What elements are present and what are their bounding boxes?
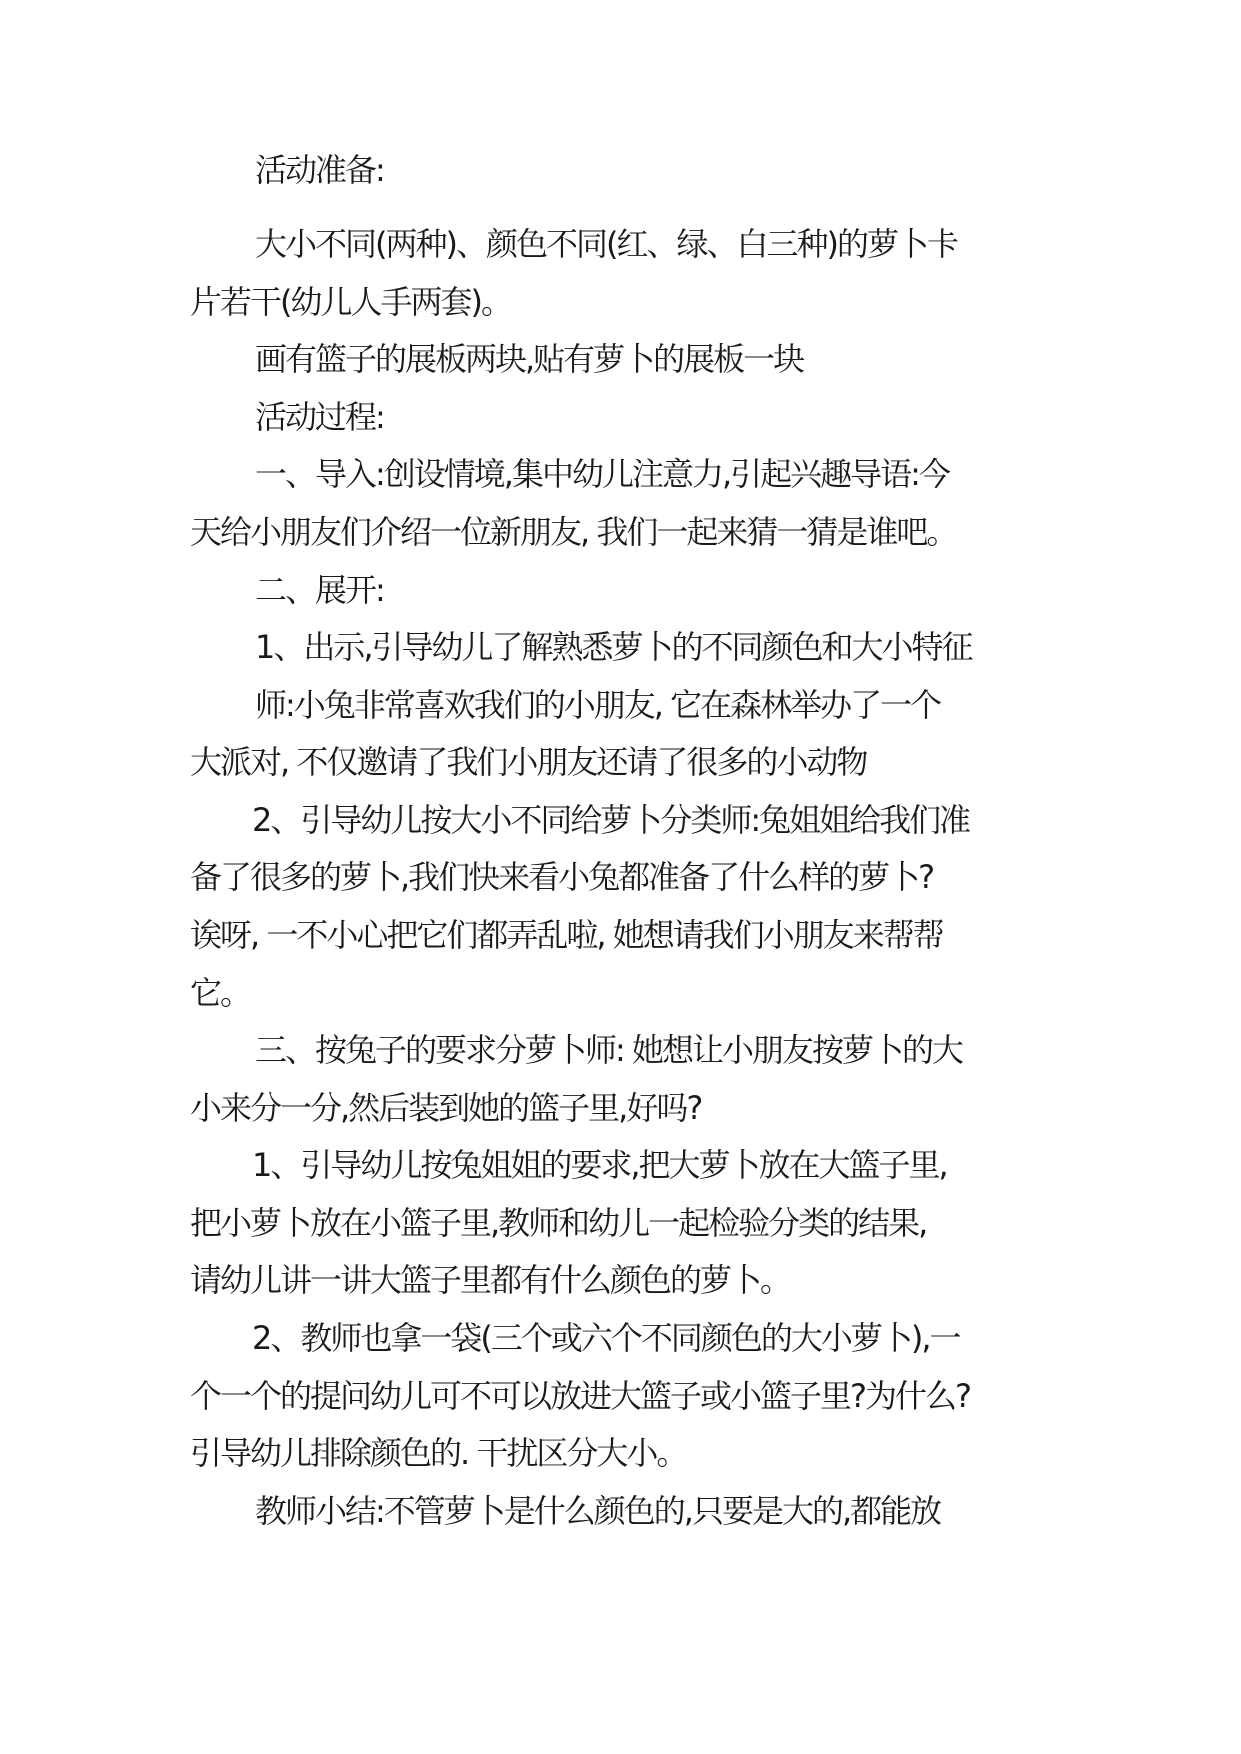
paragraph-line: 引导幼儿排除颜色的. 干扰区分大小。	[190, 1434, 687, 1472]
paragraph-line: 1、引导幼儿按兔姐姐的要求,把大萝卜放在大篮子里,	[252, 1146, 947, 1184]
paragraph-line: 活动过程:	[255, 398, 384, 436]
paragraph-line: 它。	[190, 974, 251, 1012]
paragraph-line: 教师小结:不管萝卜是什么颜色的,只要是大的,都能放	[255, 1492, 941, 1530]
paragraph-line: 1、出示,引导幼儿了解熟悉萝卜的不同颜色和大小特征	[255, 628, 972, 666]
paragraph-line: 诶呀, 一不小心把它们都弄乱啦, 她想请我们小朋友来帮帮	[190, 916, 943, 954]
paragraph-line: 二、展开:	[255, 571, 384, 609]
paragraph-line: 大小不同(两种)、颜色不同(红、绿、白三种)的萝卜卡	[255, 225, 957, 263]
paragraph-line: 师:小兔非常喜欢我们的小朋友, 它在森林举办了一个	[255, 686, 941, 724]
paragraph-line: 2、教师也拿一袋(三个或六个不同颜色的大小萝卜),一	[252, 1319, 960, 1357]
paragraph-line: 画有篮子的展板两块,贴有萝卜的展板一块	[255, 340, 804, 378]
paragraph-line: 个一个的提问幼儿可不可以放进大篮子或小篮子里?为什么?	[190, 1377, 970, 1415]
paragraph-line: 请幼儿讲一讲大篮子里都有什么颜色的萝卜。	[190, 1261, 791, 1299]
paragraph-line: 2、引导幼儿按大小不同给萝卜分类师:兔姐姐给我们准	[252, 801, 970, 839]
paragraph-line: 片若干(幼儿人手两套)。	[190, 283, 511, 321]
paragraph-line: 三、按兔子的要求分萝卜师: 她想让小朋友按萝卜的大	[255, 1031, 962, 1069]
paragraph-line: 大派对, 不仅邀请了我们小朋友还请了很多的小动物	[190, 743, 867, 781]
paragraph-line: 备了很多的萝卜,我们快来看小兔都准备了什么样的萝卜?	[190, 858, 934, 896]
paragraph-line: 一、导入:创设情境,集中幼儿注意力,引起兴趣导语:今	[255, 455, 949, 493]
paragraph-line: 小来分一分,然后装到她的篮子里,好吗?	[190, 1089, 702, 1127]
paragraph-line: 活动准备:	[255, 151, 384, 189]
paragraph-line: 把小萝卜放在小篮子里,教师和幼儿一起检验分类的结果,	[190, 1204, 927, 1242]
paragraph-line: 天给小朋友们介绍一位新朋友, 我们一起来猜一猜是谁吧。	[190, 513, 957, 551]
